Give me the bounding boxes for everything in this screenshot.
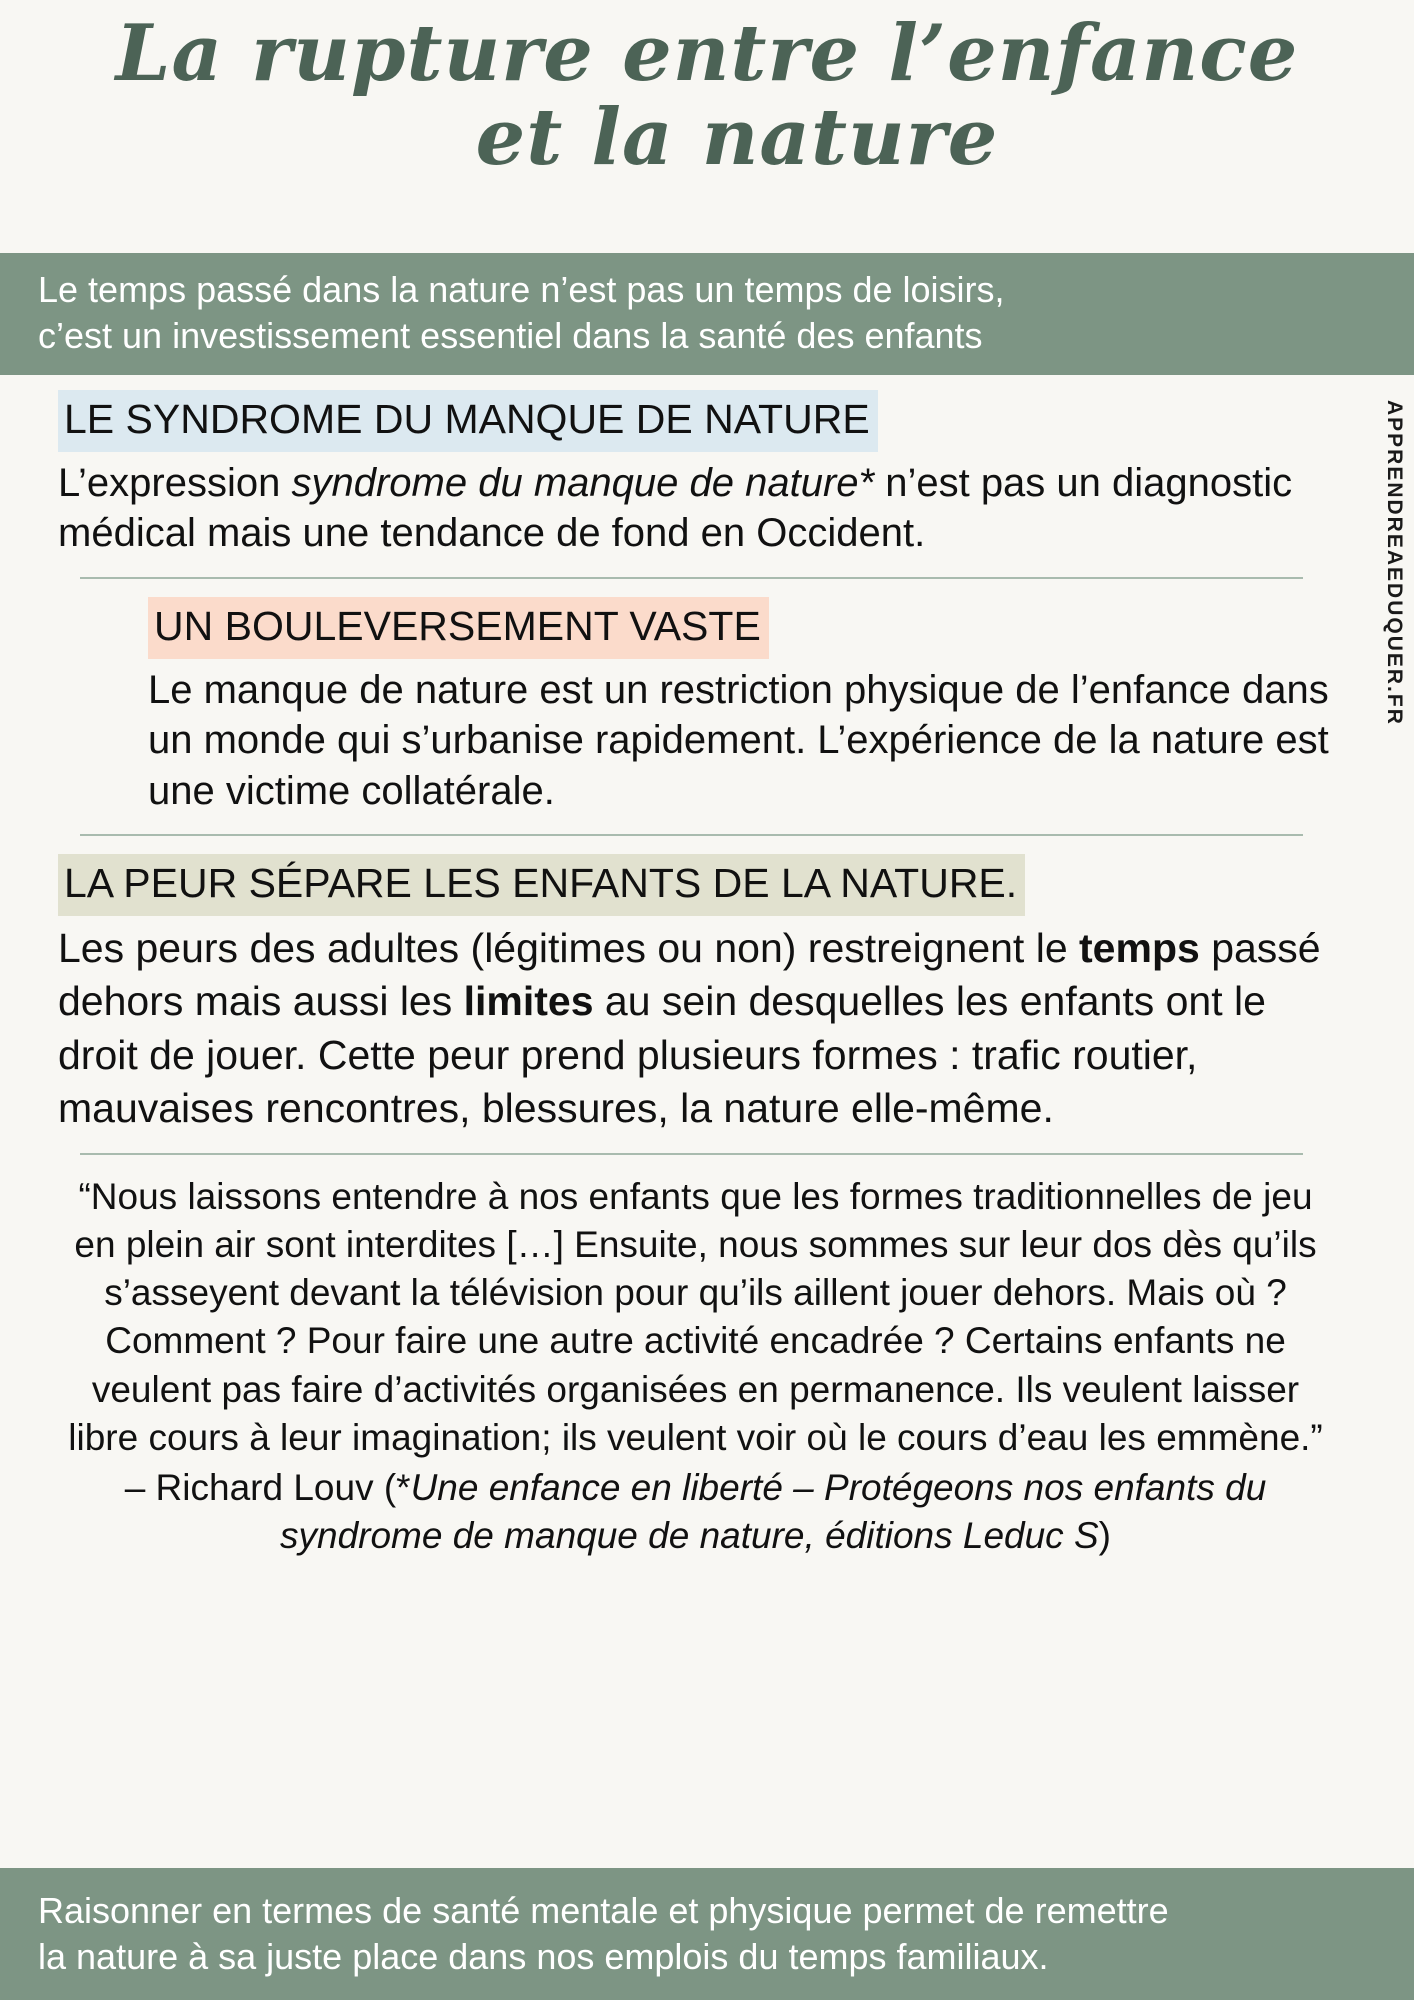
section-body-peur	[58, 922, 1333, 1135]
quote-attribution-book-title: Une enfance en liberté – Protégeons nos enfants du syndrome de manque de nature, éditions Leduc S	[280, 1466, 1267, 1556]
quote-attribution-pre: – Richard Louv (*	[124, 1466, 411, 1508]
divider-3	[80, 1153, 1303, 1155]
section-body-peur-part2: passé dehors mais aussi les	[58, 925, 1321, 1025]
top-banner-line-1: Le temps passé dans la nature n’est pas un temps de loisirs,	[38, 269, 1005, 310]
page-title-line-1: La rupture entre l’enfance	[115, 8, 1299, 99]
section-body-peur-bold-temps: temps	[1079, 925, 1200, 971]
section-body-bouleversement: Le manque de nature est un restriction physique de l’enfance dans un monde qui s’urbanise rapidement. L’expérience de la nature est une victime collatérale.	[148, 667, 1329, 813]
section-syndrome	[58, 390, 1333, 559]
page-title-line-2: et la nature	[475, 92, 999, 184]
content-body	[0, 390, 1355, 1560]
bottom-banner-line-1: Raisonner en termes de santé mentale et physique permet de remettre	[38, 1890, 1169, 1931]
section-body-syndrome-italic: syndrome du manque de nature*	[291, 461, 875, 506]
section-heading-syndrome: LE SYNDROME DU MANQUE DE NATURE	[58, 390, 878, 452]
bottom-banner	[0, 1868, 1414, 2000]
section-heading-bouleversement: UN BOULEVERSEMENT VASTE	[148, 597, 769, 659]
section-body-syndrome-pre: L’expression	[58, 461, 292, 506]
divider-2	[80, 834, 1303, 836]
bottom-banner-line-2: la nature à sa juste place dans nos emplois du temps familiaux.	[38, 1936, 1049, 1978]
section-peur	[58, 854, 1333, 1135]
quote-block	[58, 1173, 1333, 1560]
quote-attribution	[64, 1464, 1327, 1560]
section-body-peur-part3: au sein desquelles les enfants ont le droit de jouer. Cette peur prend plusieurs formes : trafic routier, mauvaises rencontres, blessures, la nature elle-même.	[58, 978, 1266, 1131]
quote-attribution-post: )	[1098, 1514, 1111, 1556]
site-brand-vertical: APPRENDREAEDUQUER.FR	[1383, 400, 1406, 726]
section-body-syndrome	[58, 458, 1333, 559]
section-body-syndrome-post: n’est pas un diagnostic médical mais une tendance de fond en Occident.	[58, 461, 1293, 556]
section-body-peur-part1: Les peurs des adultes (légitimes ou non) restreignent le	[58, 925, 1080, 971]
section-body-peur-bold-limites: limites	[463, 978, 594, 1025]
quote-text: “Nous laissons entendre à nos enfants que les formes traditionnelles de jeu en plein air sont interdites […] Ensuite, nous sommes sur leur dos dès qu’ils s’asseyent devant la télévision pour qu’ils aillent jouer dehors. Mais où ? Comment ? Pour faire une autre activité encadrée ? Certains enfants ne veulent pas faire d’activités organisées en permanence. Ils veulent laisser libre cours à leur imagination; ils veulent voir où le cours d’eau les emmène.”	[68, 1176, 1323, 1458]
top-banner	[0, 253, 1414, 375]
section-heading-peur: LA PEUR SÉPARE LES ENFANTS DE LA NATURE.	[58, 854, 1025, 916]
divider-1	[80, 577, 1303, 579]
section-bouleversement	[58, 597, 1333, 816]
top-banner-line-2: c’est un investissement essentiel dans la santé des enfants	[38, 315, 983, 357]
page-title	[0, 8, 1414, 184]
